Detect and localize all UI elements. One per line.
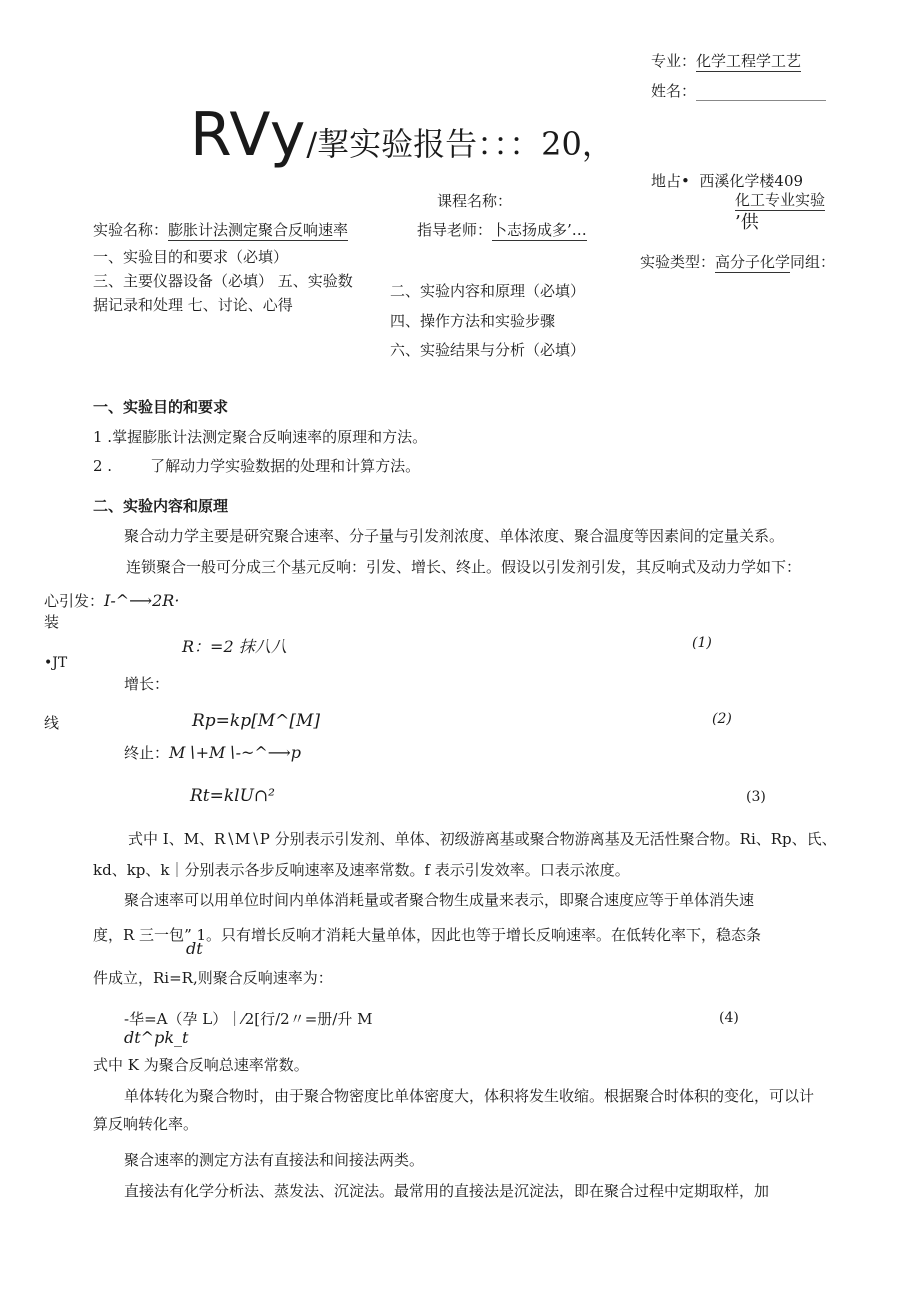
equation-4: -华=A（孕 L）｜⁄2[行/2〃=册/升 M xyxy=(124,1010,373,1028)
equation-2: Rp=kp[M^[M] xyxy=(192,711,321,731)
report-title xyxy=(190,100,614,170)
experiment-value: 膨胀计法测定聚合反响速率 xyxy=(168,221,349,239)
report-title-latin: RVy xyxy=(190,100,307,170)
initiation-line xyxy=(44,590,179,611)
equation-4-subscript: dt^pk_t xyxy=(124,1028,189,1047)
outline-right-1: 二、实验内容和原理（必填） xyxy=(390,282,586,300)
name-line xyxy=(651,80,826,101)
section1-item2-text: 了解动力学实验数据的处理和计算方法。 xyxy=(150,457,421,475)
section2-p11: 聚合速率的测定方法有直接法和间接法两类。 xyxy=(124,1151,425,1169)
equation-1-number: (1) xyxy=(692,635,712,651)
group-label: 同组： xyxy=(790,253,836,271)
teacher-label: 指导老师： xyxy=(417,221,493,239)
growth-label: 增长： xyxy=(124,675,170,693)
section2-p12: 直接法有化学分析法、蒸发法、沉淀法。最常用的直接法是沉淀法，即在聚合过程中定期取样，加 xyxy=(124,1182,770,1200)
equation-3: Rt=klU∩² xyxy=(190,786,275,806)
equation-3-number: (3) xyxy=(746,789,766,805)
outline-left-1: 一、实验目的和要求（必填） xyxy=(93,248,289,266)
type-value: 高分子化学 xyxy=(715,253,791,271)
section2-p9: 单体转化为聚合物时，由于聚合物密度比单体密度大，体积将发生收缩。根据聚合时体积的变化，可以计 xyxy=(124,1087,815,1105)
course-label: 课程名称： xyxy=(437,192,513,210)
section2-heading: 二、实验内容和原理 xyxy=(93,497,229,515)
termination-equation: M∖+M∖-~^⟶p xyxy=(169,743,301,762)
margin-mark-2: •JT xyxy=(44,655,68,671)
course-value: 化工专业实验 xyxy=(735,191,826,209)
location-label: 地占• xyxy=(651,172,690,190)
name-label: 姓名： xyxy=(651,82,697,100)
experiment-line xyxy=(93,219,348,240)
equation-2-number: (2) xyxy=(712,711,732,727)
location-line xyxy=(651,170,803,191)
initiation-label: 心引发： xyxy=(44,592,105,610)
teacher-line xyxy=(417,219,587,240)
report-title-cjk: /挈实验报告：：：20， xyxy=(306,125,614,163)
major-value: 化学工程学工艺 xyxy=(696,52,802,70)
section1-heading: 一、实验目的和要求 xyxy=(93,398,229,416)
major-line xyxy=(651,50,801,71)
section2-p6: 度，R 三一包” 1。只有增长反响才消耗大量单体，因此也等于增长反响速率。在低转化率下，稳态条 xyxy=(93,926,762,944)
equation-1: R：=2 抹八八 xyxy=(182,637,287,656)
section1-item2-num: 2 . xyxy=(93,457,113,475)
section2-p6-subscript: dt xyxy=(186,939,203,958)
outline-left-3: 据记录和处理 七、讨论、心得 xyxy=(93,296,293,314)
termination-line xyxy=(124,742,301,763)
margin-mark-3: 线 xyxy=(44,714,60,732)
section1-item1: 1 .掌握膨胀计法测定聚合反响速率的原理和方法。 xyxy=(93,428,428,446)
outline-right-3: 六、实验结果与分析（必填） xyxy=(390,341,586,359)
experiment-label: 实验名称： xyxy=(93,221,169,239)
section1-item2 xyxy=(93,455,420,476)
section2-p2: 连锁聚合一般可分成三个基元反响：引发、增长、终止。假设以引发剂引发，其反响式及动力学如下： xyxy=(126,558,802,576)
outline-right-2: 四、操作方法和实验步骤 xyxy=(390,312,556,330)
section2-p8: 式中 K 为聚合反响总速率常数。 xyxy=(93,1056,309,1074)
teacher-value: 卜志扬成多’… xyxy=(492,221,587,239)
section2-p3: 式中 I、M、R∖M∖P 分别表示引发剂、单体、初级游离基或聚合物游离基及无活性聚合物。Ri、Rp、氏、 xyxy=(128,830,837,848)
major-label: 专业： xyxy=(651,52,697,70)
initiation-equation: I-^⟶2R· xyxy=(104,591,180,610)
section2-p10: 算反响转化率。 xyxy=(93,1115,199,1133)
type-line xyxy=(640,251,835,272)
section2-p7: 件成立，Ri=R,则聚合反响速率为： xyxy=(93,969,333,987)
termination-label: 终止： xyxy=(124,744,170,762)
outline-left-2: 三、主要仪器设备（必填） 五、实验数 xyxy=(93,272,353,290)
type-label: 实验类型： xyxy=(640,253,716,271)
section2-p4: kd、kp、k｜分别表示各步反响速率及速率常数。f 表示引发效率。口表示浓度。 xyxy=(93,861,630,879)
equation-4-number: (4) xyxy=(719,1010,739,1026)
name-blank xyxy=(696,86,826,101)
margin-mark-1: 装 xyxy=(44,613,60,631)
course-extra: ’供 xyxy=(735,212,759,233)
location-value: 西溪化学楼409 xyxy=(699,172,804,190)
section2-p1: 聚合动力学主要是研究聚合速率、分子量与引发剂浓度、单体浓度、聚合温度等因素间的定量关系。 xyxy=(124,527,785,545)
section2-p5: 聚合速率可以用单位时间内单体消耗量或者聚合物生成量来表示，即聚合速度应等于单体消失速 xyxy=(124,891,755,909)
